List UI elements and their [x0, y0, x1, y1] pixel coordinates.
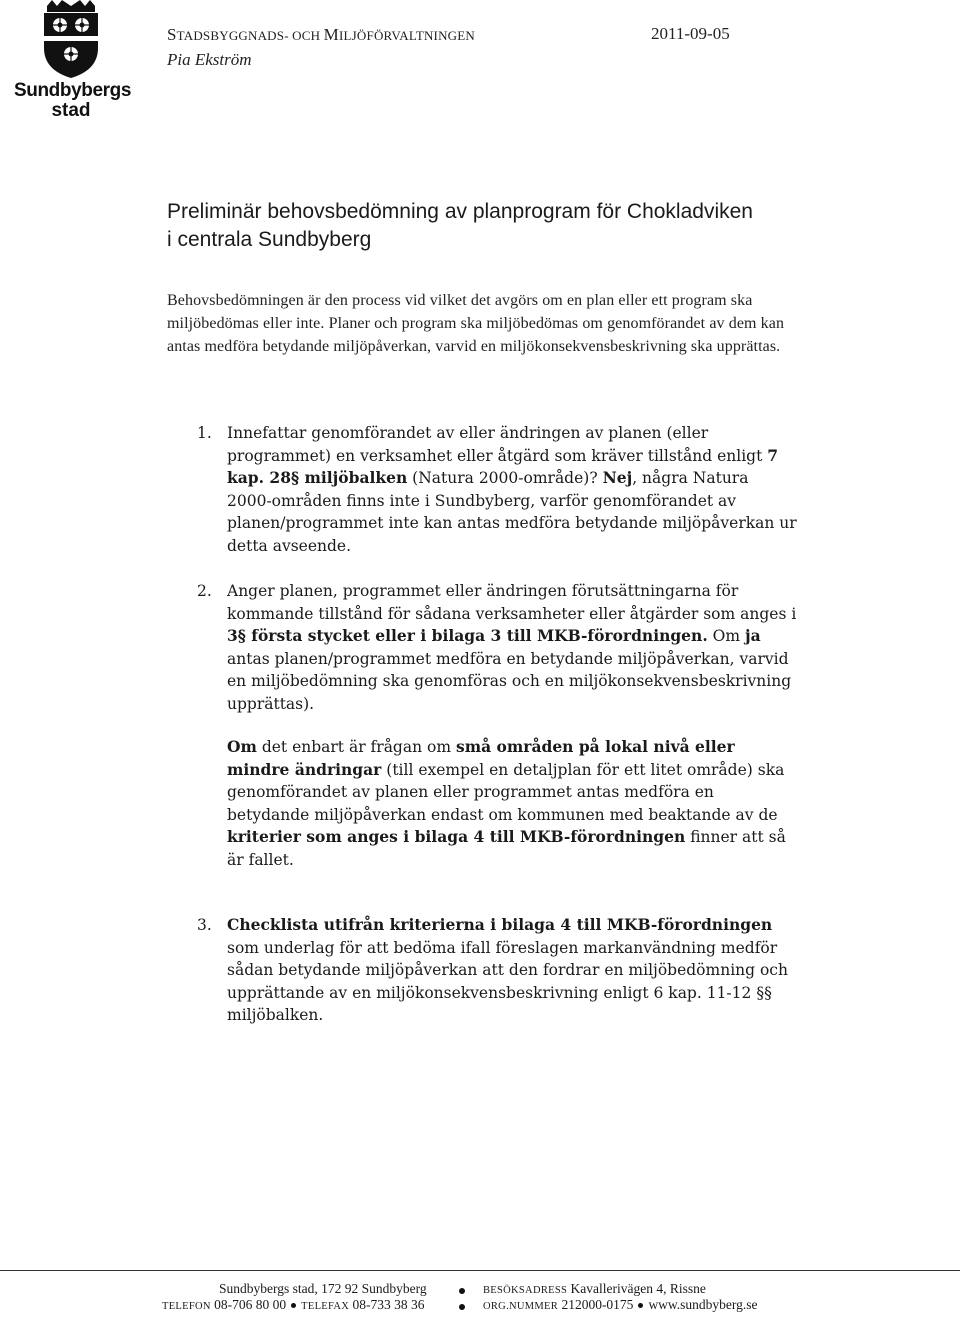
intro-paragraph: Behovsbedömningen är den process vid vilket det avgörs om en plan eller ett program ska miljöbedömas eller inte. Planer och program ska miljöbedömas om genomförandet av dem kan antas medföra betydande miljöpåverkan, varvid en miljökonsekvensbeskrivning ska upprättas.: [167, 292, 785, 355]
bullet-icon: [291, 1303, 296, 1308]
bullet-icon: [638, 1303, 643, 1308]
document-title: [167, 198, 867, 254]
footer-address: Sundbybergs stad, 172 92 Sundbyberg: [219, 1281, 427, 1296]
list-number: 3.: [197, 916, 212, 934]
condition-paragraph: Om det enbart är frågan om små områden på lokal nivå eller mindre ändringar (till exempel en detaljplan för ett litet område) ska genomförandet av planen eller programmet antas medföra en betydande miljöpåverkan endast om kommunen med beaktande av de kriterier som anges i bilaga 4 till MKB-förordningen finner att så är fallet.: [227, 737, 786, 869]
document-date: 2011-09-05: [651, 24, 730, 43]
department-name: STADSBYGGNADS- OCH MILJÖFÖRVALTNINGEN: [167, 25, 475, 44]
list-number: 1.: [197, 424, 212, 442]
website-link[interactable]: www.sundbyberg.se: [648, 1297, 758, 1312]
list-item-1: [197, 422, 797, 558]
title-line-2: i centrala Sundbyberg: [167, 228, 372, 251]
list-item-body: Innefattar genomförandet av eller ändringen av planen (eller programmet) en verksamhet eller åtgärd som kräver tillstånd enligt 7 kap. 28§ miljöbalken (Natura 2000-område)? Nej, några Natura 2000-områden finns inte i Sundbyberg, varför genomförandet av planen/programmet inte kan antas medföra betydande miljöpåverkan ur detta avseende.: [227, 424, 797, 555]
logo-text-line2: stad: [51, 100, 91, 121]
bullet-icon: [459, 1304, 465, 1310]
municipality-logo: [14, 0, 132, 122]
list-number: 2.: [197, 582, 212, 600]
title-line-1: Preliminär behovsbedömning av planprogram för Chokladviken: [167, 200, 753, 223]
coat-of-arms-icon: [14, 0, 128, 80]
logo-text-line1: Sundbybergs: [14, 80, 132, 101]
list-item-body: Anger planen, programmet eller ändringen förutsättningarna för kommande tillstånd för sådana verksamheter eller åtgärder som anges i 3§ första stycket eller i bilaga 3 till MKB-förordningen. Om ja antas planen/programmet medföra en betydande miljöpåverkan, varvid en miljöbedömning ska genomföras och en miljökonsekvensbeskrivning upprättas).: [227, 582, 797, 713]
bullet-icon: [459, 1288, 465, 1294]
footer-visit-address: BESÖKSADRESS Kavallerivägen 4, Rissne: [483, 1281, 706, 1296]
author-name: Pia Ekström: [167, 50, 252, 69]
footer-org-web: ORG.NUMMER 212000-0175 www.sundbyberg.se: [483, 1297, 758, 1312]
list-item-2: [197, 580, 797, 716]
list-item-body: Checklista utifrån kriterierna i bilaga 4 till MKB-förordningen som underlag för att bedöma ifall föreslagen markanvändning medför sådan betydande miljöpåverkan att den fordrar en miljöbedömning och upprättande av en miljökonsekvensbeskrivning enligt 6 kap. 11-12 §§ miljöbalken.: [227, 915, 788, 1025]
footer-divider: [0, 1270, 960, 1271]
list-item-3: [197, 914, 797, 1027]
footer-phone-fax: TELEFON 08-706 80 00 TELEFAX 08-733 38 36: [162, 1297, 425, 1312]
